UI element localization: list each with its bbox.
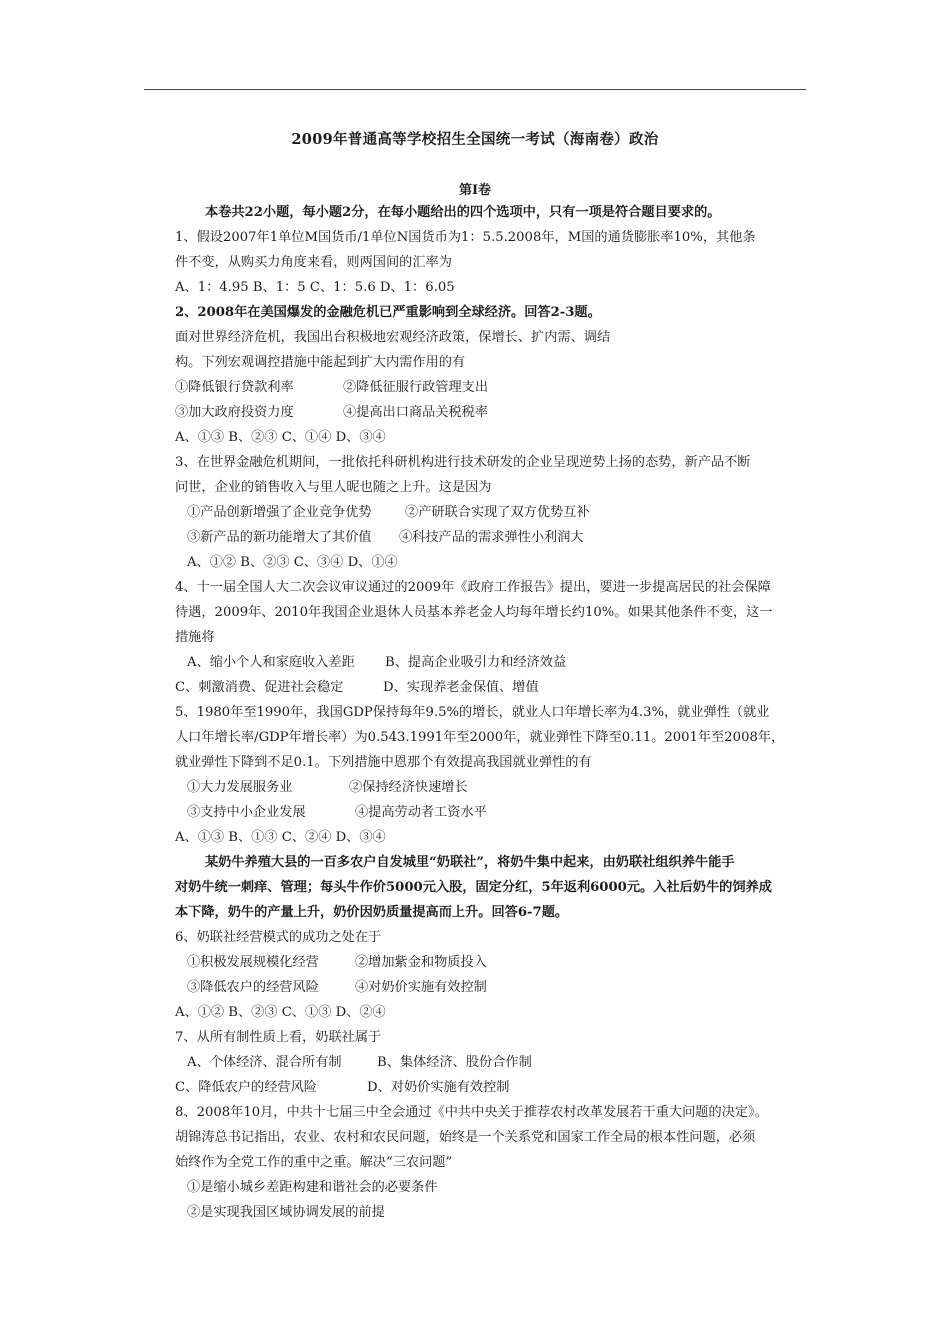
q3-statements-1 [175,500,815,525]
q2-statement-4: ④提高出口商品关税税率 [343,405,489,420]
q1-options: A、1：4.95 B、1：5 C、1：5.6 D、1：6.05 [175,280,455,295]
q2-statement-2: ②降低征服行政管理支出 [343,380,489,395]
q4-options-ab [175,650,815,675]
q3-line-1: 3、在世界金融危机期间，一批依托科研机构进行技术研发的企业呈现逆势上扬的态势，新产品不断 [175,455,751,470]
q5-statement-3: ③支持中小企业发展 [187,805,306,820]
q4-line-1: 4、十一届全国人大二次会议审议通过的2009年《政府工作报告》提出，要进一步提高居民的社会保障 [175,580,771,595]
q3-statement-4: ④科技产品的需求弹性小利润大 [399,530,584,545]
q4-options-cd [175,675,815,700]
q3-statement-1: ①产品创新增强了企业竞争优势 [187,505,372,520]
q5-line-1: 5、1980年至1990年，我国GDP保持每年9.5%的增长，就业人口年增长率为4.3%，就业弹性（就业 [175,705,770,720]
q6-statements-1 [175,950,815,975]
passage-line-3: 本下降，奶牛的产量上升，奶价因奶质量提高而上升。回答6-7题。 [175,905,569,920]
q8-line-2: 胡锦涛总书记指出，农业、农村和农民问题，始终是一个关系党和国家工作全局的根本性问题，必须 [175,1130,756,1145]
q6-line-1: 6、奶联社经营模式的成功之处在于 [175,930,382,945]
q4-line-3: 措施将 [175,630,215,645]
q8-line-3: 始终作为全党工作的重中之重。解决“三农问题” [175,1155,453,1170]
q5-statements-1 [175,775,815,800]
q2-intro: 2、2008年在美国爆发的金融危机已严重影响到全球经济。回答2-3题。 [175,305,601,320]
q6-statement-3: ③降低农户的经营风险 [187,980,319,995]
q3-options: A、①② B、②③ C、③④ D、①④ [187,555,398,570]
q8-statement-2: ②是实现我国区域协调发展的前提 [187,1205,385,1220]
q2-line-1: 面对世界经济危机，我国出台积极地宏观经济政策，保增长、扩内需、调结 [175,330,611,345]
q2-statement-1: ①降低银行贷款利率 [175,380,294,395]
document-body [175,200,815,1225]
instruction-text: 本卷共22小题，每小题2分，在每小题给出的四个选项中，只有一项是符合题目要求的。 [205,205,721,220]
q3-statement-3: ③新产品的新功能增大了其价值 [187,530,372,545]
q2-line-2: 构。下列宏观调控措施中能起到扩大内需作用的有 [175,355,466,370]
q1-line-1: 1、假设2007年1单位M国货币/1单位N国货币为1：5.5.2008年，M国的通货膨胀率10%，其他条 [175,230,756,245]
header-rule [144,89,806,90]
q2-statements-2 [175,400,815,425]
q3-line-2: 问世，企业的销售收入与里人昵也随之上升。这是因为 [175,480,492,495]
q1-line-2: 件不变，从购买力角度来看，则两国间的汇率为 [175,255,452,270]
q2-statement-3: ③加大政府投资力度 [175,405,294,420]
q6-statements-2 [175,975,815,1000]
q4-option-a: A、缩小个人和家庭收入差距 [187,655,355,670]
q4-option-c: C、刺激消费、促进社会稳定 [175,680,344,695]
q5-statement-1: ①大力发展服务业 [187,780,293,795]
section-heading: 第I卷 [458,183,492,198]
q6-statement-2: ②增加紫金和物质投入 [355,955,487,970]
q2-options: A、①③ B、②③ C、①④ D、③④ [175,430,386,445]
q5-line-3: 就业弹性下降到不足0.1。下列措施中恩那个有效提高我国就业弹性的有 [175,755,592,770]
q8-statement-1: ①是缩小城乡差距构建和谐社会的必要条件 [187,1180,438,1195]
q7-option-b: B、集体经济、股份合作制 [377,1055,532,1070]
q5-options: A、①③ B、①③ C、②④ D、③④ [175,830,386,845]
q4-option-b: B、提高企业吸引力和经济效益 [385,655,567,670]
q5-statements-2 [175,800,815,825]
passage-line-1: 某奶牛养殖大县的一百多农户自发城里“奶联社”，将奶牛集中起来，由奶联社组织养牛能手 [205,855,735,870]
q7-option-a: A、个体经济、混合所有制 [187,1055,342,1070]
q2-statements-1 [175,375,815,400]
q7-options-ab [175,1050,815,1075]
q7-options-cd [175,1075,815,1100]
q7-option-d: D、对奶价实施有效控制 [367,1080,510,1095]
q6-statement-1: ①积极发展规模化经营 [187,955,319,970]
q7-option-c: C、降低农户的经营风险 [175,1080,317,1095]
q6-options: A、①② B、②③ C、①③ D、②④ [175,1005,386,1020]
q3-statements-2 [175,525,815,550]
q3-statement-2: ②产研联合实现了双方优势互补 [405,505,590,520]
passage-line-2: 对奶牛统一刺痒、管理；每头牛作价5000元入股，固定分红，5年返利6000元。入社后奶牛的饲养成 [175,880,772,895]
q6-statement-4: ④对奶价实施有效控制 [355,980,487,995]
q4-option-d: D、实现养老金保值、增值 [383,680,539,695]
q8-line-1: 8、2008年10月，中共十七届三中全会通过《中共中央关于推荐农村改革发展若干重大问题的决定》。 [175,1105,768,1120]
q4-line-2: 待遇，2009年、2010年我国企业退休人员基本养老金人均每年增长约10%。如果其他条件不变，这一 [175,605,773,620]
document-title: 2009年普通高等学校招生全国统一考试（海南卷）政治 [291,131,659,148]
q7-line-1: 7、从所有制性质上看，奶联社属于 [175,1030,382,1045]
q5-statement-4: ④提高劳动者工资水平 [355,805,487,820]
q5-statement-2: ②保持经济快速增长 [349,780,468,795]
q5-line-2: 人口年增长率/GDP年增长率）为0.543.1991年至2000年，就业弹性下降至0.11。2001年至2008年， [175,730,785,745]
